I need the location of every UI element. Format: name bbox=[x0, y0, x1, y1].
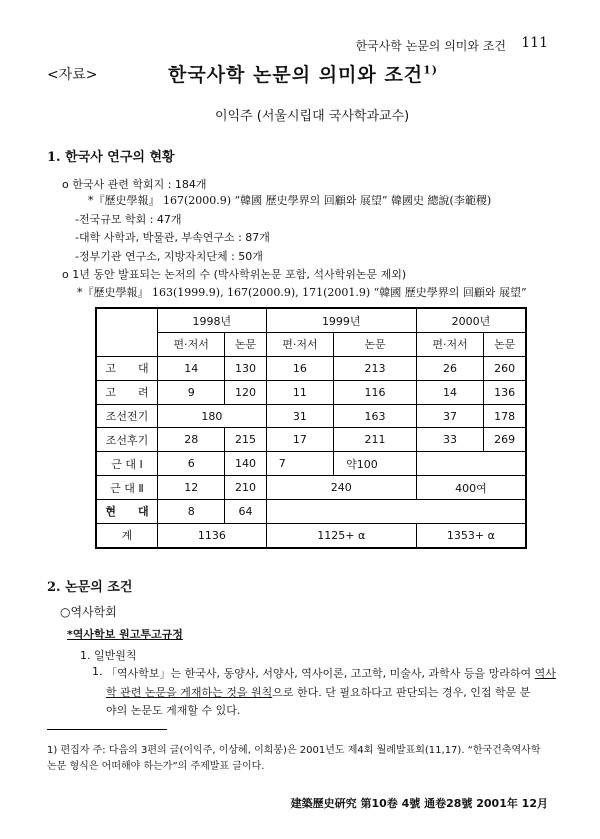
material-tag: <자료> bbox=[47, 67, 98, 83]
table-cell: 8 bbox=[158, 500, 225, 524]
total-label: 계 bbox=[96, 523, 158, 548]
table-cell: 130 bbox=[225, 356, 266, 380]
table-row bbox=[96, 428, 526, 452]
empty-cell bbox=[416, 452, 526, 476]
table-cell: 64 bbox=[225, 500, 266, 524]
subheader-books: 편·저서 bbox=[266, 333, 333, 357]
table-cell: 163 bbox=[334, 404, 417, 428]
year-header: 1998년 bbox=[158, 308, 267, 333]
general-principles: 1. 일반원칙 bbox=[80, 649, 137, 662]
section2-heading: 2. 논문의 조건 bbox=[47, 580, 133, 595]
paragraph-line-3: 야의 논문도 게재할 수 있다. bbox=[106, 704, 241, 717]
government-institutes: -정부기관 연구소, 지방자치단체 : 50개 bbox=[75, 250, 263, 263]
table-cell: 269 bbox=[484, 428, 526, 452]
paragraph-line-2 bbox=[106, 684, 530, 700]
national-societies: -전국규모 학회 : 47개 bbox=[75, 213, 182, 226]
table-cell: 31 bbox=[266, 404, 333, 428]
page-number: 111 bbox=[521, 35, 548, 51]
table-cell: 215 bbox=[225, 428, 266, 452]
footnote-divider bbox=[47, 729, 167, 730]
table-row bbox=[96, 523, 526, 548]
table-row bbox=[96, 452, 526, 476]
document-title bbox=[168, 60, 438, 87]
societies-citation: *『歷史學報』 167(2000.9) “韓國 歷史學界의 回顧와 展望” 韓國史 總說(李範稷) bbox=[88, 194, 492, 207]
table-cell: 1136 bbox=[158, 523, 267, 548]
table-cell: 1125+ α bbox=[266, 523, 416, 548]
period-cell: 고 대 bbox=[96, 356, 158, 380]
university-societies: -대학 사학과, 박물관, 부속연구소 : 87개 bbox=[75, 231, 270, 244]
period-cell: 조선후기 bbox=[96, 428, 158, 452]
table-cell: 400여 bbox=[416, 476, 526, 500]
table-cell: 28 bbox=[158, 428, 225, 452]
table-cell: 12 bbox=[158, 476, 225, 500]
table-cell: 6 bbox=[158, 452, 225, 476]
papers-per-year: o 1년 동안 발표되는 논저의 수 (박사학위논문 포함, 석사학위논문 제외) bbox=[62, 268, 407, 281]
table-row bbox=[96, 380, 526, 404]
table-cell: 178 bbox=[484, 404, 526, 428]
papers-citation: *『歷史學報』 163(1999.9), 167(2000.9), 171(2001.9) “韓國 歷史學界의 回顧와 展望” bbox=[77, 286, 527, 299]
footnote-line-1: 1) 편집자 주: 다음의 3편의 글(이익주, 이상혜, 이희봉)은 2001년도 제4회 월례발표회(11,17). “한국건축역사학 bbox=[47, 745, 541, 756]
year-header: 1999년 bbox=[266, 308, 416, 333]
table-cell: 14 bbox=[158, 356, 225, 380]
table-cell: 17 bbox=[266, 428, 333, 452]
empty-cell bbox=[266, 500, 526, 524]
table-cell: 211 bbox=[334, 428, 417, 452]
period-cell: 고 려 bbox=[96, 380, 158, 404]
table-cell: 140 bbox=[225, 452, 266, 476]
table-cell: 136 bbox=[484, 380, 526, 404]
table-cell: 약100 bbox=[334, 452, 417, 476]
table-cell: 7 bbox=[266, 452, 333, 476]
table-cell: 213 bbox=[334, 356, 417, 380]
table-row bbox=[96, 404, 526, 428]
table-cell: 37 bbox=[416, 404, 483, 428]
table-row bbox=[96, 333, 526, 357]
table-row bbox=[96, 308, 526, 333]
table-cell: 180 bbox=[158, 404, 267, 428]
section1-heading: 1. 한국사 연구의 현황 bbox=[47, 150, 175, 165]
period-cell: 근 대 Ⅱ bbox=[96, 476, 158, 500]
paragraph-line-1 bbox=[106, 665, 556, 681]
table-row bbox=[96, 476, 526, 500]
footnote-line-2: 논문 형식은 어떠해야 하는가”의 주제발표 글이다. bbox=[47, 761, 265, 772]
paragraph-underline: 역사 bbox=[534, 667, 556, 680]
paragraph-text: 「역사학보」는 한국사, 동양사, 서양사, 역사이론, 고고학, 미술사, 과학사 등을 망라하여 bbox=[106, 667, 535, 680]
table-cell: 1353+ α bbox=[416, 523, 526, 548]
table-corner-cell bbox=[96, 308, 158, 356]
table-cell: 120 bbox=[225, 380, 266, 404]
paragraph-underline: 학 관련 논문을 게재하는 것을 원칙 bbox=[106, 686, 273, 699]
table-cell: 26 bbox=[416, 356, 483, 380]
table-cell: 14 bbox=[416, 380, 483, 404]
period-cell: 근 대 Ⅰ bbox=[96, 452, 158, 476]
submission-rules-title: *역사학보 원고투고규정 bbox=[67, 628, 183, 641]
table-cell: 33 bbox=[416, 428, 483, 452]
history-society: ○역사학회 bbox=[60, 605, 117, 619]
table-row bbox=[96, 500, 526, 524]
period-cell: 현 대 bbox=[96, 500, 158, 524]
subheader-papers: 논문 bbox=[225, 333, 266, 357]
subheader-books: 편·저서 bbox=[416, 333, 483, 357]
title-text: 한국사학 논문의 의미와 조건 bbox=[168, 64, 424, 86]
journal-citation: 建築歷史硏究 第10卷 4號 通卷28號 2001年 12月 bbox=[290, 797, 548, 810]
table-cell: 260 bbox=[484, 356, 526, 380]
table-row bbox=[96, 356, 526, 380]
paragraph-text: 으로 한다. 단 필요하다고 판단되는 경우, 인접 학문 분 bbox=[272, 686, 531, 699]
subheader-papers: 논문 bbox=[334, 333, 417, 357]
paragraph-number: 1. bbox=[92, 665, 103, 678]
table-cell: 11 bbox=[266, 380, 333, 404]
subheader-papers: 논문 bbox=[484, 333, 526, 357]
running-title: 한국사학 논문의 의미와 조건 bbox=[355, 39, 506, 53]
year-header: 2000년 bbox=[416, 308, 526, 333]
societies-count: o 한국사 관련 학회지 : 184개 bbox=[62, 178, 207, 191]
table-cell: 16 bbox=[266, 356, 333, 380]
footnote-mark: 1) bbox=[423, 63, 438, 77]
table-cell: 116 bbox=[334, 380, 417, 404]
author-line: 이익주 (서울시립대 국사학과교수) bbox=[215, 109, 410, 124]
table-cell: 9 bbox=[158, 380, 225, 404]
period-cell: 조선전기 bbox=[96, 404, 158, 428]
table-cell: 210 bbox=[225, 476, 266, 500]
subheader-books: 편·저서 bbox=[158, 333, 225, 357]
publication-table bbox=[95, 307, 527, 549]
table-cell: 240 bbox=[266, 476, 416, 500]
